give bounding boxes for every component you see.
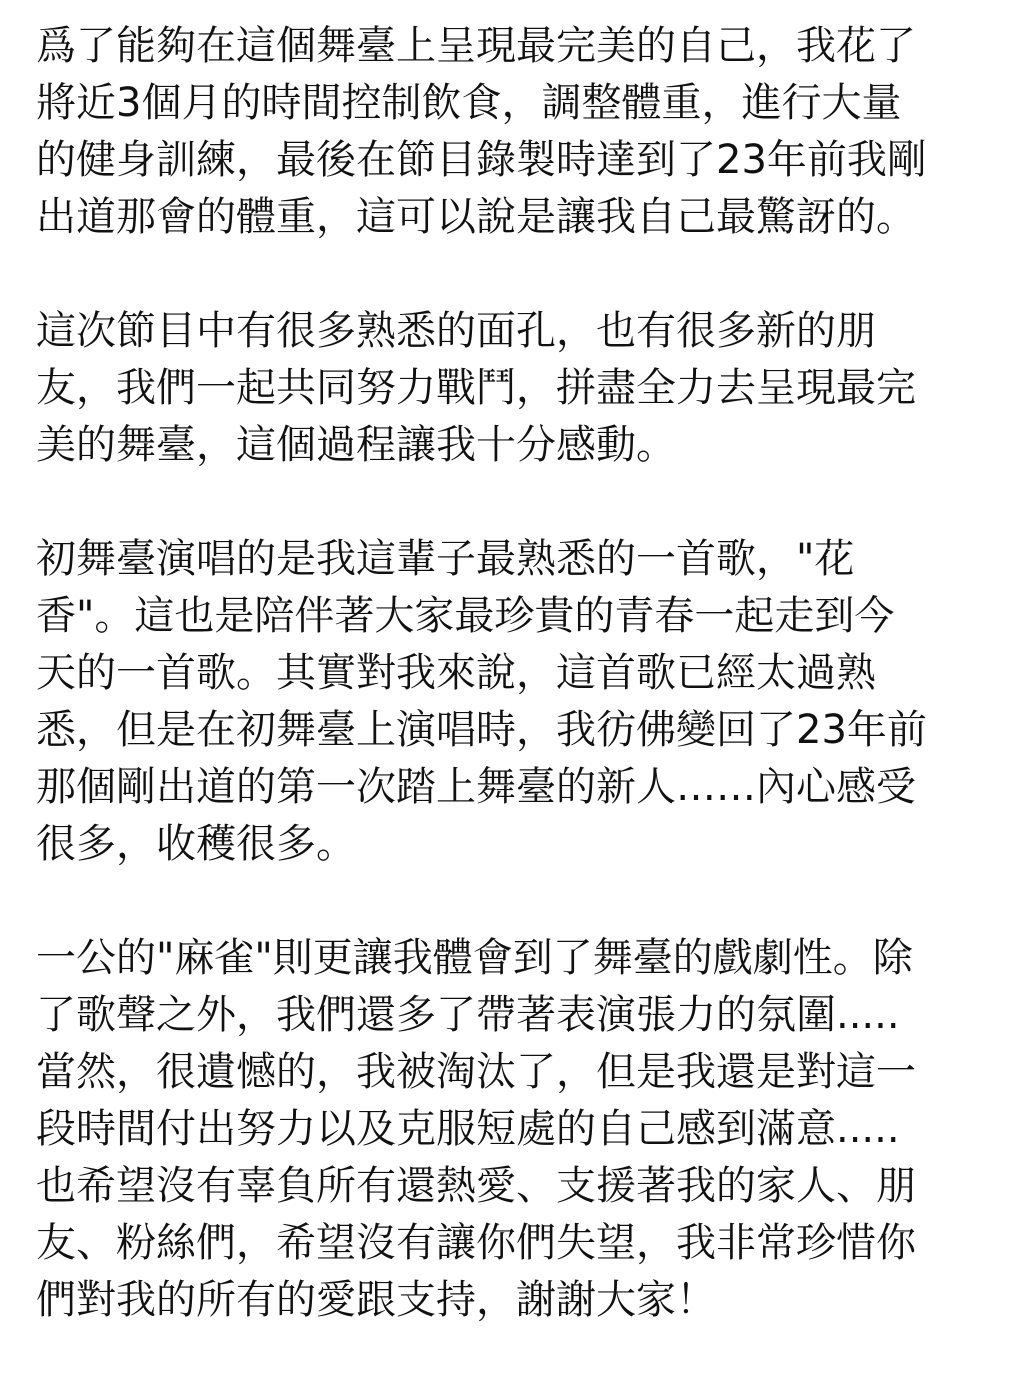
text-line: 很多，收穫很多。 [36, 821, 356, 867]
text-line: 美的舞臺，這個過程讓我十分感動。 [36, 422, 676, 468]
text-line: 友，我們一起共同努力戰鬥，拼盡全力去呈現最完 [36, 365, 916, 411]
text-line: 了歌聲之外，我們還多了帶著表演張力的氛圍..... [36, 992, 900, 1038]
text-line: 悉，但是在初舞臺上演唱時，我彷佛變回了23年前 [36, 707, 927, 753]
text-line: 香"。這也是陪伴著大家最珍貴的青春一起走到今 [36, 593, 895, 639]
text-line: 友、粉絲們，希望沒有讓你們失望，我非常珍惜你 [36, 1220, 916, 1266]
paragraph-2 [36, 303, 988, 474]
text-line: 也希望沒有辜負所有還熱愛、支援著我的家人、朋 [36, 1163, 916, 1209]
text-line: 們對我的所有的愛跟支持，謝謝大家！ [36, 1277, 716, 1323]
paragraph-1 [36, 18, 988, 246]
text-line: 出道那會的體重，這可以說是讓我自己最驚訝的。 [36, 194, 916, 240]
paragraph-3 [36, 531, 988, 873]
paragraph-spacer [36, 246, 988, 303]
paragraph-spacer [36, 873, 988, 930]
text-line: 將近3個月的時間控制飲食，調整體重，進行大量 [36, 80, 902, 126]
text-line: 這次節目中有很多熟悉的面孔，也有很多新的朋 [36, 308, 876, 354]
text-line: 的健身訓練，最後在節目錄製時達到了23年前我剛 [36, 137, 927, 183]
paragraph-4 [36, 930, 988, 1329]
text-line: 初舞臺演唱的是我這輩子最熟悉的一首歌，"花 [36, 536, 855, 582]
text-line: 那個剛出道的第一次踏上舞臺的新人……內心感受 [36, 764, 916, 810]
text-line: 一公的"麻雀"則更讓我體會到了舞臺的戲劇性。除 [36, 935, 913, 981]
text-line: 當然，很遺憾的，我被淘汰了，但是我還是對這一 [36, 1049, 916, 1095]
text-line: 天的一首歌。其實對我來說，這首歌已經太過熟 [36, 650, 876, 696]
text-line: 爲了能夠在這個舞臺上呈現最完美的自己，我花了 [36, 23, 916, 69]
paragraph-spacer [36, 474, 988, 531]
text-line: 段時間付出努力以及克服短處的自己感到滿意..... [36, 1106, 900, 1152]
